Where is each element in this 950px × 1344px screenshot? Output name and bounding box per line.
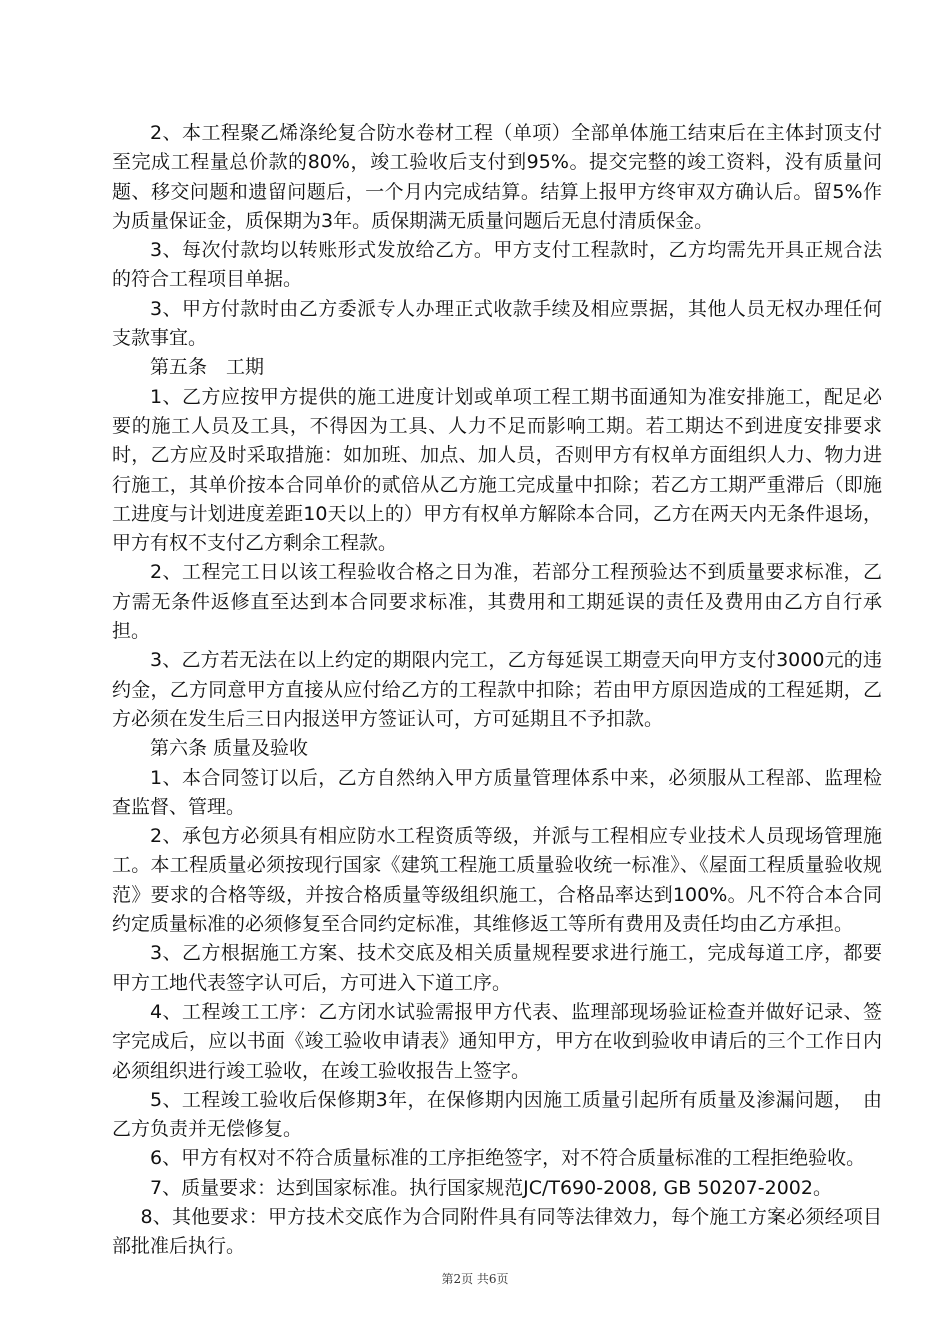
paragraph-schedule-3: 3、乙方若无法在以上约定的期限内完工，乙方每延误工期壹天向甲方支付3000元的违约金，乙方同意甲方直接从应付给乙方的工程款中扣除；若由甲方原因造成的工程延期，乙方必须在发生后三日内报送甲方签证认可，方可延期且不予扣款。	[112, 649, 882, 730]
section-heading-article-6: 第六条 质量及验收	[150, 737, 309, 760]
paragraph-quality-1: 1、本合同签订以后，乙方自然纳入甲方质量管理体系中来，必须服从工程部、监理检查监督、管理。	[112, 766, 882, 818]
page-number-footer: 第2页 共6页	[441, 1272, 509, 1286]
paragraph-quality-2: 2、承包方必须具有相应防水工程资质等级，并派与工程相应专业技术人员现场管理施工。本工程质量必须按现行国家《建筑工程施工质量验收统一标准》、《屋面工程质量验收规范》要求的合格等级，并按合格质量等级组织施工，合格品率达到100%。凡不符合本合同约定质量标准的必须修复至合同约定标准，其维修返工等所有费用及责任均由乙方承担。	[112, 825, 882, 936]
paragraph-quality-8: 8、其他要求：甲方技术交底作为合同附件具有同等法律效力，每个施工方案必须经项目部批准后执行。	[112, 1205, 882, 1258]
section-heading-article-5: 第五条 工期	[150, 356, 265, 379]
paragraph-quality-7: 7、质量要求：达到国家标准。执行国家规范JC/T690-2008, GB 50207-2002。	[150, 1176, 832, 1199]
paragraph-quality-4: 4、工程竣工工序：乙方闭水试验需报甲方代表、监理部现场验证检查并做好记录、签字完成后，应以书面《竣工验收申请表》通知甲方，甲方在收到验收申请后的三个工作日内必须组织进行竣工验收，在竣工验收报告上签字。	[112, 1000, 882, 1082]
paragraph-payment-2: 2、本工程聚乙烯涤纶复合防水卷材工程（单项）全部单体施工结束后在主体封顶支付至完成工程量总价款的80%，竣工验收后支付到95%。提交完整的竣工资料，没有质量问题、移交问题和遗留问题后，一个月内完成结算。结算上报甲方终审双方确认后。留5%作为质量保证金，质保期为3年。质保期满无质量问题后无息付清质保金。	[112, 122, 882, 232]
paragraph-payment-3a: 3、每次付款均以转账形式发放给乙方。甲方支付工程款时，乙方均需先开具正规合法的符合工程项目单据。	[112, 239, 882, 291]
paragraph-schedule-2: 2、工程完工日以该工程验收合格之日为准，若部分工程预验达不到质量要求标准，乙方需无条件返修直至达到本合同要求标准，其费用和工期延误的责任及费用由乙方自行承担。	[112, 561, 882, 643]
document-body	[112, 119, 882, 1262]
paragraph-quality-5: 5、工程竣工验收后保修期3年，在保修期内因施工质量引起所有质量及渗漏问题， 由乙方负责并无偿修复。	[112, 1088, 882, 1141]
paragraph-quality-6: 6、甲方有权对不符合质量标准的工序拒绝签字，对不符合质量标准的工程拒绝验收。	[150, 1147, 866, 1170]
paragraph-payment-3b: 3、甲方付款时由乙方委派专人办理正式收款手续及相应票据，其他人员无权办理任何支款事宜。	[112, 297, 882, 350]
paragraph-quality-3: 3、乙方根据施工方案、技术交底及相关质量规程要求进行施工，完成每道工序，都要甲方工地代表签字认可后，方可进入下道工序。	[112, 942, 882, 994]
paragraph-schedule-1: 1、乙方应按甲方提供的施工进度计划或单项工程工期书面通知为准安排施工，配足必要的施工人员及工具，不得因为工具、人力不足而影响工期。若工期达不到进度安排要求时，乙方应及时采取措施：如加班、加点、加人员，否则甲方有权单方面组织人力、物力进行施工，其单价按本合同单价的贰倍从乙方施工完成量中扣除；若乙方工期严重滞后（即施工进度与计划进度差距10天以上的）甲方有权单方解除本合同，乙方在两天内无条件退场，甲方有权不支付乙方剩余工程款。	[112, 385, 882, 555]
